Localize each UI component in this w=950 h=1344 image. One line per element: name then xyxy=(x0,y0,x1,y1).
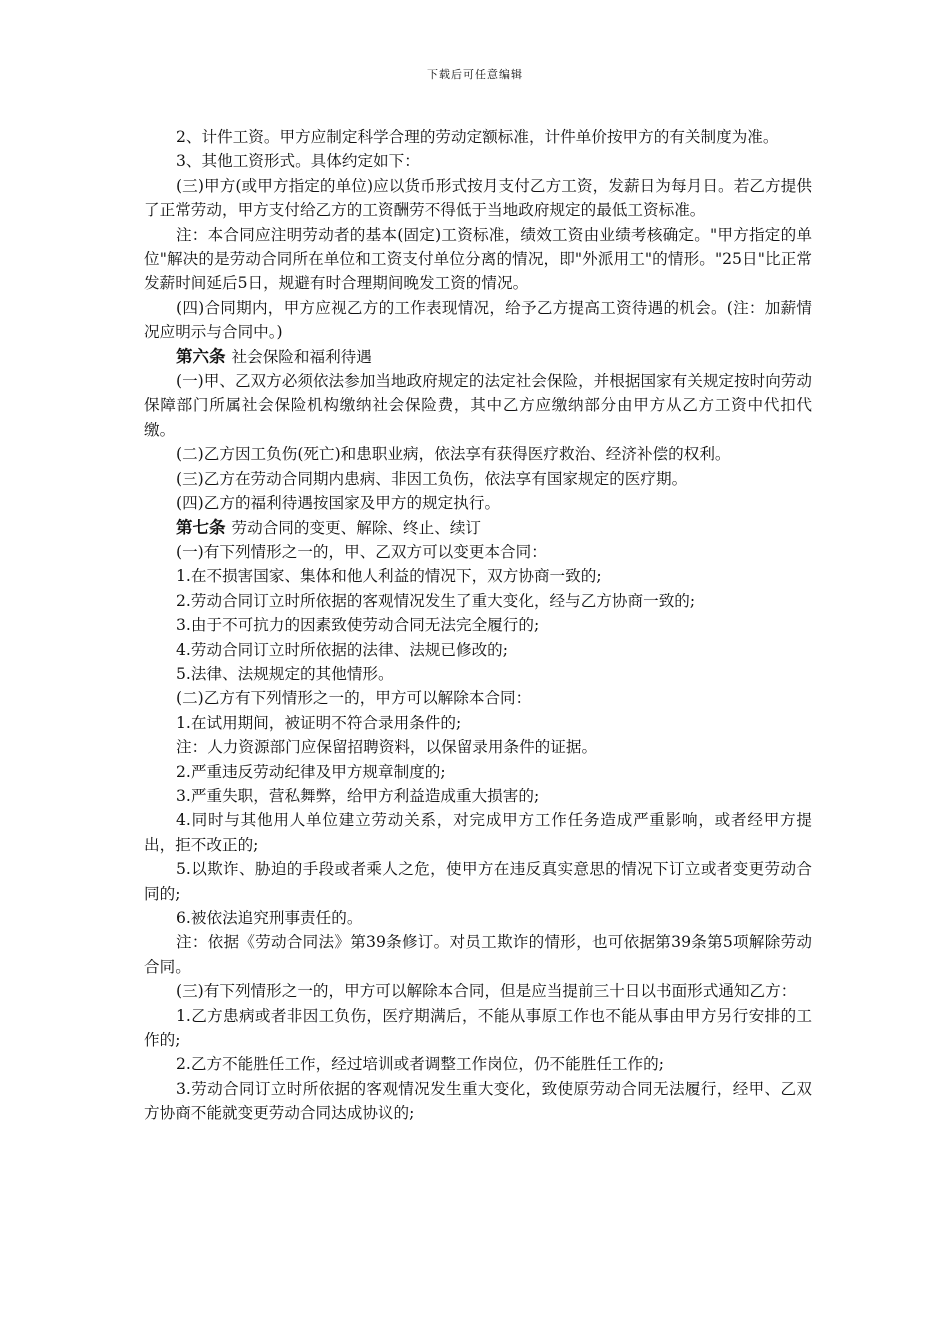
article-heading xyxy=(144,516,812,540)
paragraph: 1.在试用期间，被证明不符合录用条件的; xyxy=(176,713,462,732)
paragraph: 6.被依法追究刑事责任的。 xyxy=(176,909,363,927)
paragraph: 2.乙方不能胜任工作，经过培训或者调整工作岗位，仍不能胜任工作的; xyxy=(176,1055,664,1074)
paragraph: (三)乙方在劳动合同期内患病、非因工负伤，依法享有国家规定的医疗期。 xyxy=(176,469,688,488)
paragraph: 1.乙方患病或者非因工负伤，医疗期满后，不能从事原工作也不能从事由甲方另行安排的工作的; xyxy=(144,1006,812,1050)
paragraph: (二)乙方有下列情形之一的，甲方可以解除本合同： xyxy=(176,689,532,708)
paragraph: (二)乙方因工负伤(死亡)和患职业病，依法享有获得医疗救治、经济补偿的权利。 xyxy=(176,445,731,464)
paragraph: 注：依据《劳动合同法》第39条修订。对员工欺诈的情形，也可依据第39条第5项解除劳动合同。 xyxy=(144,933,812,976)
paragraph: 5.以欺诈、胁迫的手段或者乘人之危，使甲方在违反真实意思的情况下订立或者变更劳动合同的; xyxy=(144,860,812,903)
paragraph: 4.同时与其他用人单位建立劳动关系，对完成甲方工作任务造成严重影响，或者经甲方提出，拒不改正的; xyxy=(144,811,812,854)
paragraph: 2.严重违反劳动纪律及甲方规章制度的; xyxy=(176,762,446,781)
paragraph: (三)甲方(或甲方指定的单位)应以货币形式按月支付乙方工资，发薪日为每月日。若乙方提供了正常劳动，甲方支付给乙方的工资酬劳不得低于当地政府规定的最低工资标准。 xyxy=(144,176,812,220)
paragraph: 5.法律、法规规定的其他情形。 xyxy=(176,664,394,683)
paragraph: 注：人力资源部门应保留招聘资料，以保留录用条件的证据。 xyxy=(176,738,598,757)
paragraph: 2、计件工资。甲方应制定科学合理的劳动定额标准，计件单价按甲方的有关制度为准。 xyxy=(176,128,779,146)
paragraph: 注：本合同应注明劳动者的基本(固定)工资标准，绩效工资由业绩考核确定。"甲方指定的单位"解决的是劳动合同所在单位和工资支付单位分离的情况，即"外派用工"的情形。"25日"比正常发薪时间延后5日，规避有时合理期间晚发工资的情况。 xyxy=(144,225,812,293)
article-number: 第六条 xyxy=(176,346,226,366)
paragraph: 3.严重失职，营私舞弊，给甲方利益造成重大损害的; xyxy=(176,786,540,805)
paragraph: 3、其他工资形式。具体约定如下： xyxy=(176,152,420,171)
paragraph: 3.由于不可抗力的因素致使劳动合同无法完全履行的; xyxy=(176,616,540,635)
paragraph: 3.劳动合同订立时所依据的客观情况发生重大变化，致使原劳动合同无法履行，经甲、乙双方协商不能就变更劳动合同达成协议的; xyxy=(144,1079,812,1123)
paragraph: 4.劳动合同订立时所依据的法律、法规已修改的; xyxy=(176,640,509,659)
article-number: 第七条 xyxy=(176,517,226,537)
paragraph: 1.在不损害国家、集体和他人利益的情况下，双方协商一致的; xyxy=(176,567,602,586)
article-heading xyxy=(144,345,812,369)
page-header: 下载后可任意编辑 xyxy=(427,68,523,81)
article-title: 社会保险和福利待遇 xyxy=(231,347,372,366)
document-body xyxy=(144,125,812,1126)
paragraph: (一)有下列情形之一的，甲、乙双方可以变更本合同： xyxy=(176,542,547,561)
paragraph: (三)有下列情形之一的，甲方可以解除本合同，但是应当提前三十日以书面形式通知乙方： xyxy=(176,982,797,1001)
paragraph: (四)乙方的福利待遇按国家及甲方的规定执行。 xyxy=(176,494,501,513)
paragraph: 2.劳动合同订立时所依据的客观情况发生了重大变化，经与乙方协商一致的; xyxy=(176,591,696,610)
paragraph: (一)甲、乙双方必须依法参加当地政府规定的法定社会保险，并根据国家有关规定按时向劳动保障部门所属社会保险机构缴纳社会保险费，其中乙方应缴纳部分由甲方从乙方工资中代扣代缴。 xyxy=(144,372,812,439)
article-title: 劳动合同的变更、解除、终止、续订 xyxy=(231,518,482,537)
paragraph: (四)合同期内，甲方应视乙方的工作表现情况，给予乙方提高工资待遇的机会。(注：加薪情况应明示与合同中。) xyxy=(144,298,812,342)
